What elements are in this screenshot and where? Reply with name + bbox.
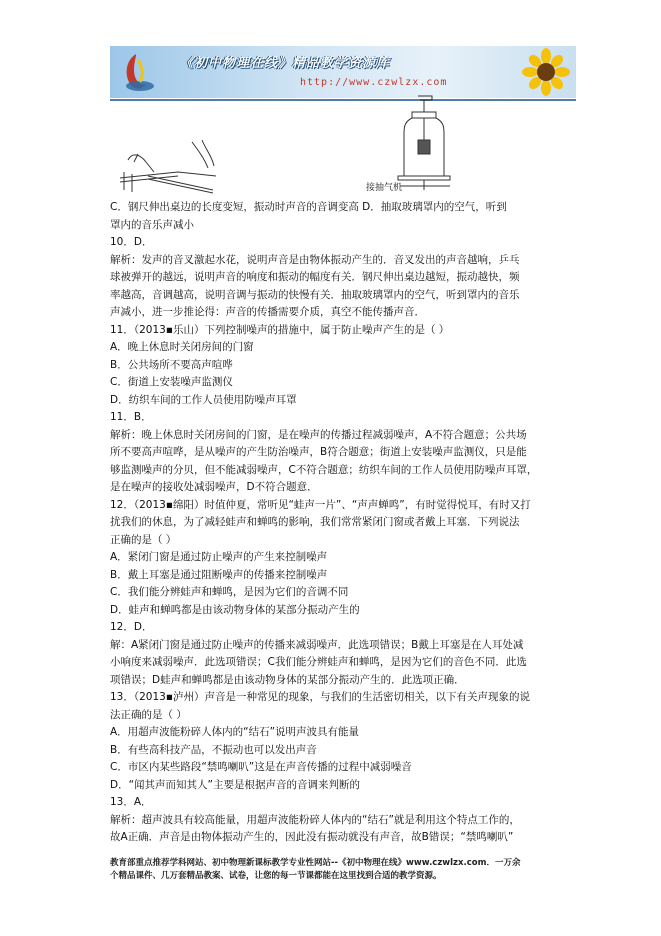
text-line: 故A正确．声音是由物体振动产生的，因此没有振动就没有声音，故B错误；“禁鸣喇叭” xyxy=(110,831,514,843)
text-line: 12．（2013▪绵阳）时值仲夏，常听见“蛙声一片”、“声声蝉鸣”，有时觉得悦耳，有时又打 xyxy=(110,498,531,511)
text-line: 罩内的音乐声减小 xyxy=(110,218,194,231)
text-line: C．市区内某些路段“禁鸣喇叭”这是在声音传播的过程中减弱噪音 xyxy=(110,761,412,773)
text-line: 10．D． xyxy=(110,236,153,248)
header-divider xyxy=(110,99,576,101)
text-line: 解析：晚上休息时关闭房间的门窗，是在噪声的传播过程减弱噪声，A不符合题意；公共场 xyxy=(110,428,527,441)
text-line: 扰我们的休息，为了减轻蛙声和蝉鸣的影响，我们常常紧闭门窗或者戴上耳塞．下列说法 xyxy=(110,516,520,528)
text-line: 解析：发声的音叉激起水花，说明声音是由物体振动产生的．音叉发出的声音越响，乒乓 xyxy=(110,253,520,266)
text-line: 11．B． xyxy=(110,411,152,423)
footer-line: 教育部重点推荐学科网站、初中物理新课标教学专业性网站--《初中物理在线》www.czwlzx.com．一万余 xyxy=(110,858,521,868)
text-line: B．戴上耳塞是通过阻断噪声的传播来控制噪声 xyxy=(110,568,328,581)
text-line: A．晚上休息时关闭房间的门窗 xyxy=(110,341,254,353)
text-line: A．用超声波能粉碎人体内的“结石”说明声波具有能量 xyxy=(110,726,360,738)
text-line: 是在噪声的接收处减弱噪声，D不符合题意． xyxy=(110,481,318,493)
header-banner xyxy=(110,46,576,98)
text-line: 声减小，进一步推论得：声音的传播需要介质，真空不能传播声音． xyxy=(110,306,425,318)
sunflower-icon xyxy=(520,48,572,96)
text-line: 率越高，音调越高，说明音调与振动的快慢有关．抽取玻璃罩内的空气，听到罩内的音乐 xyxy=(110,288,520,301)
text-line: 13．（2013▪泸州）声音是一种常见的现象，与我们的生活密切相关，以下有关声现象的说 xyxy=(110,691,530,703)
page-footer xyxy=(110,857,580,883)
text-line: D．蛙声和蝉鸣都是由该动物身体的某部分振动产生的 xyxy=(110,603,360,616)
text-line: 11．（2013▪乐山）下列控制噪声的措施中，属于防止噪声产生的是（ ） xyxy=(110,323,450,336)
text-line: D．纺织车间的工作人员使用防噪声耳罩 xyxy=(110,393,297,406)
banner-title: 《初中物理在线》精品教学资源库 xyxy=(180,56,391,71)
text-line: 项错误；D蛙声和蝉鸣都是由该动物身体的某部分振动产生的．此选项正确． xyxy=(110,673,465,686)
pump-label: 接抽气机 xyxy=(366,183,403,193)
text-line: 12．D． xyxy=(110,621,153,633)
text-line: B．有些高科技产品，不振动也可以发出声音 xyxy=(110,743,317,756)
bell-jar-figure xyxy=(360,94,460,194)
text-line: 小响度来减弱噪声．此选项错误；C我们能分辨蛙声和蝉鸣，是因为它们的音色不同．此选 xyxy=(110,656,527,668)
text-line: 解：A紧闭门窗是通过防止噪声的传播来减弱噪声．此选项错误；B戴上耳塞是在人耳处减 xyxy=(110,638,524,651)
text-line: 球被弹开的越远，说明声音的响度和振动的幅度有关．钢尺伸出桌边越短，振动越快，频 xyxy=(110,271,520,283)
text-line: C．街道上安装噪声监测仪 xyxy=(110,376,233,388)
document-body xyxy=(110,199,580,847)
site-logo-icon xyxy=(116,50,156,94)
text-line: 法正确的是（ ） xyxy=(110,708,187,721)
text-line: 解析：超声波具有较高能量，用超声波能粉碎人体内的“结石”就是利用这个特点工作的， xyxy=(110,813,520,826)
text-line: C．钢尺伸出桌边的长度变短，振动时声音的音调变高 D．抽取玻璃罩内的空气，听到 xyxy=(110,201,507,213)
text-line: D．“闻其声而知其人”主要是根据声音的音调来判断的 xyxy=(110,778,360,791)
text-line: C．我们能分辨蛙声和蝉鸣，是因为它们的音调不同 xyxy=(110,586,349,598)
text-line: B．公共场所不要高声喧哗 xyxy=(110,358,233,371)
ruler-on-desk-figure xyxy=(118,132,218,202)
text-line: 13．A． xyxy=(110,796,152,808)
text-line: 所不要高声喧哗，是从噪声的产生防治噪声，B符合题意；街道上安装噪声监测仪，只是能 xyxy=(110,446,527,458)
footer-line: 个精品课件、几万套精品教案、试卷，让您的每一节课都能在这里找到合适的教学资源。 xyxy=(110,871,442,881)
text-line: 正确的是（ ） xyxy=(110,533,177,546)
text-line: 够监测噪声的分贝，但不能减弱噪声，C不符合题意；纺织车间的工作人员使用防噪声耳罩， xyxy=(110,463,538,476)
banner-url[interactable]: http://www.czwlzx.com xyxy=(300,77,448,88)
text-line: A．紧闭门窗是通过防止噪声的产生来控制噪声 xyxy=(110,551,328,563)
